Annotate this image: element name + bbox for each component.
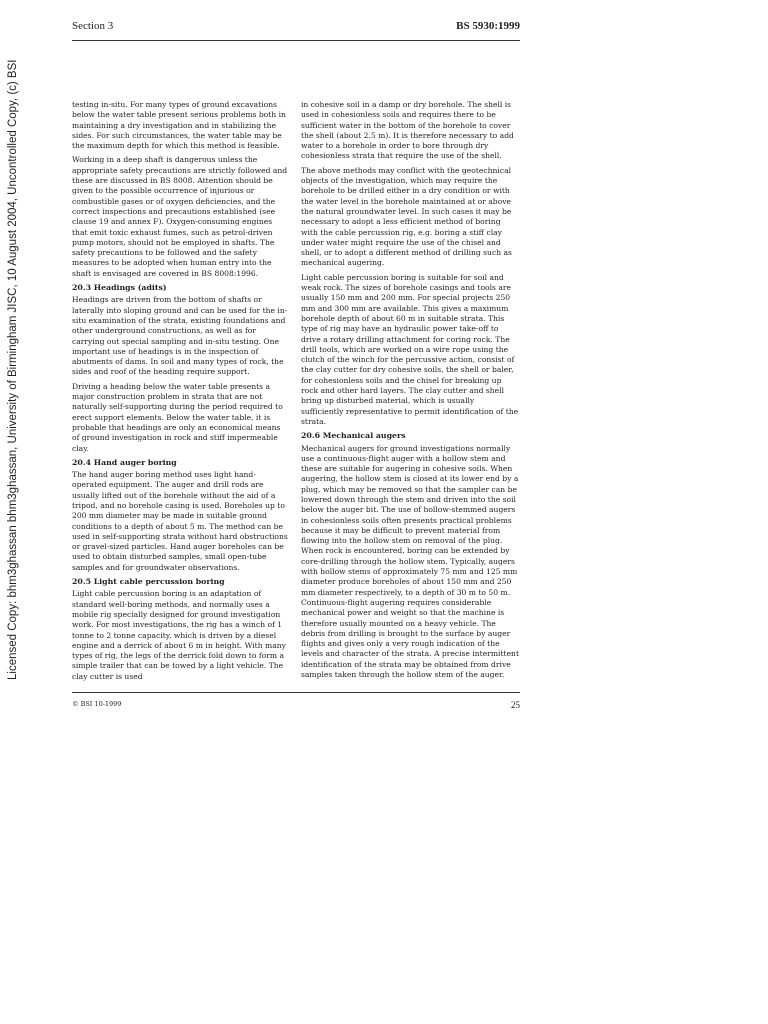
paragraph: Mechanical augers for ground investigations normally use a continuous-flight auger with a hollow stem and these are suitable for augering in cohesive soils. When augering, the hollow stem is closed at its lower end by a plug, which may be removed so that the sampler can be lowered down through the stem and driven into the soil below the auger bit. The use of hollow-stemmed augers in cohesionless soils often presents practical problems because it may be difficult to prevent material from flowing into the hollow stem on removal of the plug. When rock is encountered, boring can be extended by core-drilling through the hollow stem. Typically, augers with hollow stems of approximately 75 mm and 125 mm diameter produce boreholes of about 150 mm and 250 mm diameter respectively, to a depth of 30 m to 50 m. Continuous-flight augering requires considerable mechanical power and weight so that the machine is therefore usually mounted on a heavy vehicle. The debris from drilling is brought to the surface by auger flights and gives only a very rough indication of the levels and character of the strata. A precise intermittent identification of the strata may be obtained from drive samples taken through the hollow stem of the auger. <box>301 443 520 680</box>
paragraph: Driving a heading below the water table presents a major construction problem in strata that are not naturally self-supporting during the period required to erect support elements. Below the water table, it is probable that headings are only an economical means of ground investigation in rock and stiff impermeable clay. <box>72 381 283 453</box>
header-rule <box>72 40 520 41</box>
page-number: 25 <box>511 700 520 710</box>
paragraph: The hand auger boring method uses light hand-operated equipment. The auger and drill rods are usually lifted out of the borehole without the aid of a tripod, and no borehole casing is used. Boreholes up to 200 mm diameter may be made in suitable ground conditions to a depth of about 5 m. The method can be used in self-supporting strata without hard obstructions or gravel-sized particles. Hand auger boreholes can be used to obtain disturbed samples, small open-tube samples and for groundwater observations. <box>72 470 288 572</box>
license-watermark: Licensed Copy: bhm3ghassan bhm3ghassan, University of Birmingham JISC, 10 August 2004, Uncontrolled Copy, (c) BSI <box>7 59 19 680</box>
heading-20-4: 20.4 Hand auger boring <box>72 457 177 467</box>
paragraph: Light cable percussion boring is suitable for soil and weak rock. The sizes of borehole casings and tools are usually 150 mm and 200 mm. For special projects 250 mm and 300 mm are available. This gives a maximum borehole depth of about 60 m in suitable strata. This type of rig may have an hydraulic power take-off to drive a rotary drilling attachment for coring rock. The drill tools, which are worked on a wire rope using the clutch of the winch for the percussive action, consist of the clay cutter for dry cohesive soils, the shell or baler, for cohesionless soils and the chisel for breaking up rock and other hard layers. The clay cutter and shell bring up disturbed material, which is usually sufficiently representative to permit identification of the strata. <box>301 272 519 426</box>
section-label: Section 3 <box>72 20 114 32</box>
footer-copyright: © BSI 10-1999 <box>72 700 122 708</box>
heading-20-3: 20.3 Headings (adits) <box>72 283 167 293</box>
paragraph: Working in a deep shaft is dangerous unless the appropriate safety precautions are strictly followed and these are discussed in BS 8008. Attention should be given to the possible occurrence of injurious or combustible gases or of oxygen deficiencies, and the correct inspections and precautions established (see clause 19 and annex F). Oxygen-consuming engines that emit toxic exhaust fumes, such as petrol-driven pump motors, should not be employed in shafts. The safety precautions to be followed and the safety measures to be adopted when human entry into the shaft is envisaged are covered in BS 8008:1996. <box>72 155 288 278</box>
paragraph: The above methods may conflict with the geotechnical objects of the investigation, which may require the borehole to be drilled either in a dry condition or with the water level in the borehole maintained at or above the natural groundwater level. In such cases it may be necessary to adopt a less efficient method of boring with the cable percussion rig, e.g. boring a stiff clay under water might require the use of the chisel and shell, or to adopt a different method of drilling such as mechanical augering. <box>301 165 512 268</box>
paragraph: testing in-situ. For many types of ground excavations below the water table present serious problems both in maintaining a dry investigation and in stabilizing the sides. For such circumstances, the water table may be the maximum depth for which this method is feasible. <box>72 100 286 151</box>
paragraph: in cohesive soil in a damp or dry borehole. The shell is used in cohesionless soils and requires there to be sufficient water in the bottom of the borehole to cover the shell (about 2.5 m). It is therefore necessary to add water to a borehole in order to bore through dry cohesionless strata that require the use of the shell. <box>301 100 514 161</box>
left-column <box>72 100 290 686</box>
heading-20-5: 20.5 Light cable percussion boring <box>72 577 225 587</box>
footer-rule <box>72 692 520 693</box>
standard-number: BS 5930:1999 <box>456 20 520 32</box>
right-column <box>301 100 519 684</box>
heading-20-6: 20.6 Mechanical augers <box>301 431 406 441</box>
paragraph: Light cable percussion boring is an adaptation of standard well-boring methods, and normally uses a mobile rig specially designed for ground investigation work. For most investigations, the rig has a winch of 1 tonne to 2 tonne capacity, which is driven by a diesel engine and a derrick of about 6 m in height. With many types of rig, the legs of the derrick fold down to form a simple trailer that can be towed by a light vehicle. The clay cutter is used <box>72 589 286 681</box>
paragraph: Headings are driven from the bottom of shafts or laterally into sloping ground and can be used for the in-situ examination of the strata, existing foundations and other underground constructions, as well as for carrying out special sampling and in-situ testing. One important use of headings is in the inspection of abutments of dams. In soil and many types of rock, the sides and roof of the heading require support. <box>72 295 288 377</box>
